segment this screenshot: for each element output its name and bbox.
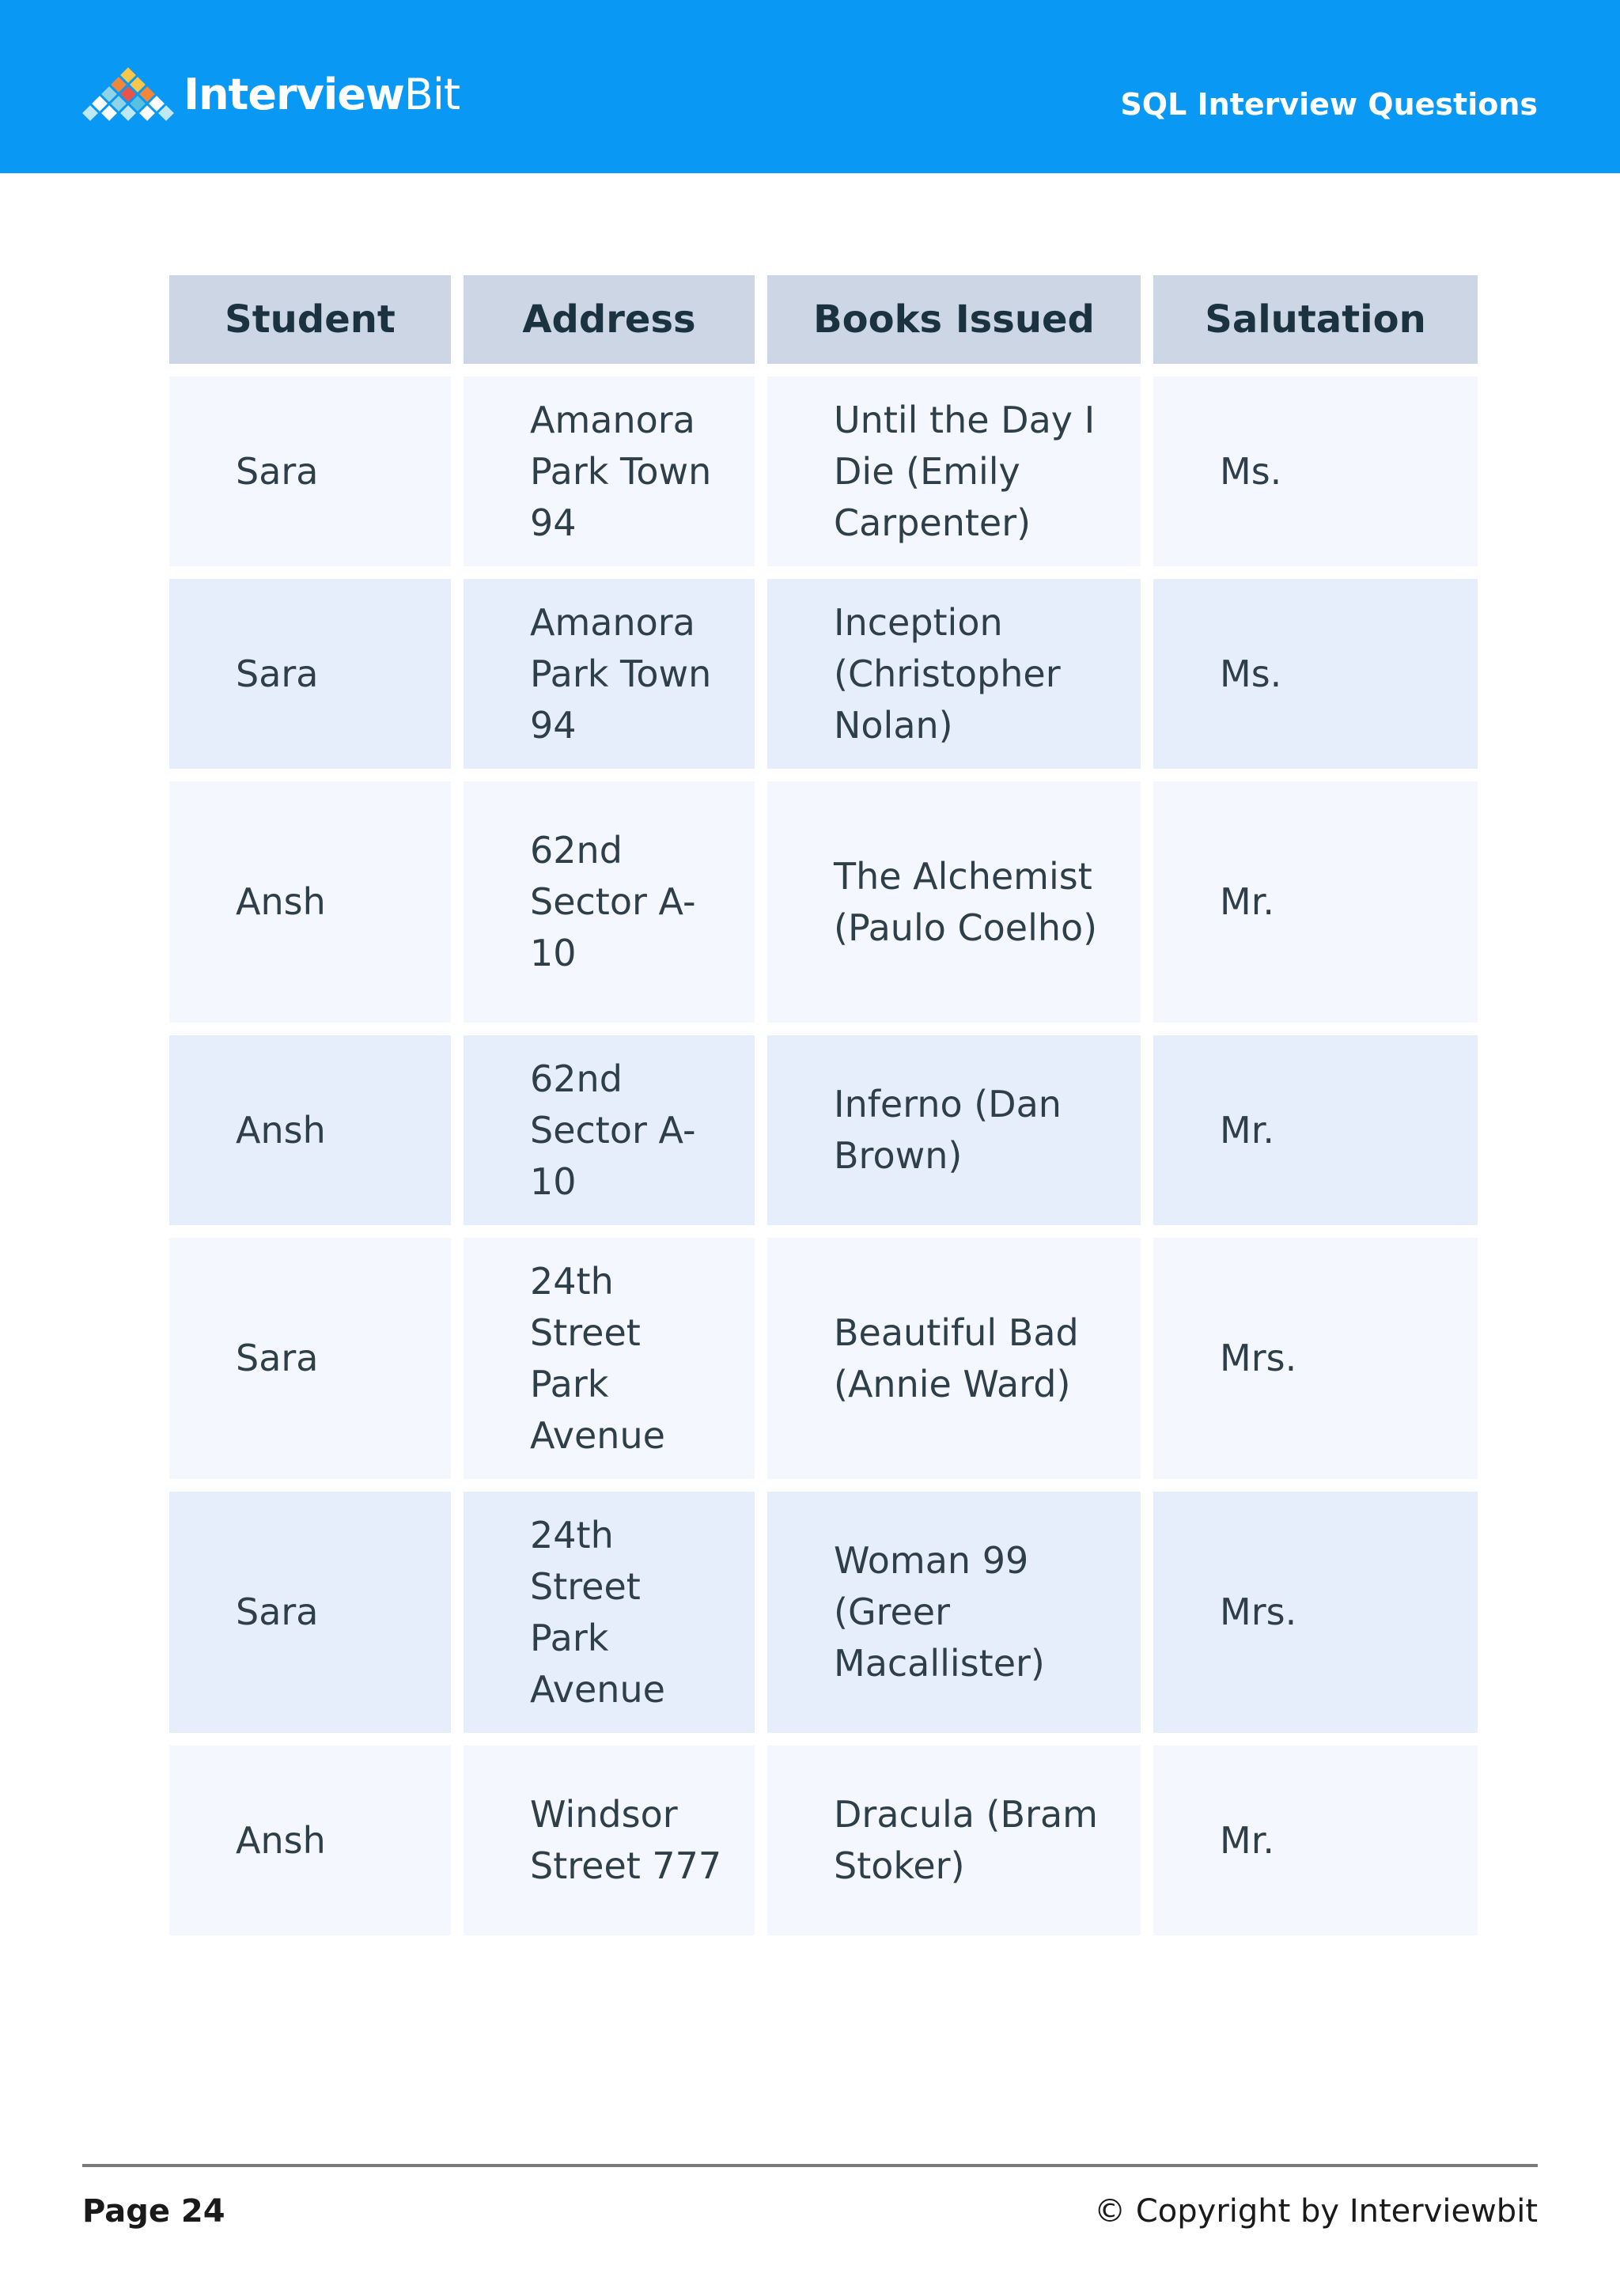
cell-salutation: Ms. (1153, 579, 1478, 769)
document-title: SQL Interview Questions (1120, 87, 1538, 122)
table-row (169, 579, 1478, 769)
cell-student: Ansh (169, 1746, 451, 1935)
cell-book: The Alchemist (Paulo Coelho) (767, 781, 1141, 1023)
cell-book: Inferno (Dan Brown) (767, 1035, 1141, 1225)
cell-address: 24th Street Park Avenue (464, 1492, 755, 1733)
cell-salutation: Mrs. (1153, 1492, 1478, 1733)
page-header (0, 0, 1620, 173)
logo-wordmark (184, 63, 460, 127)
cell-student: Sara (169, 376, 451, 566)
cell-salutation: Mrs. (1153, 1238, 1478, 1479)
header-books-issued: Books Issued (767, 275, 1141, 364)
table-row (169, 1035, 1478, 1225)
cell-book: Inception (Christopher Nolan) (767, 579, 1141, 769)
cell-student: Sara (169, 1492, 451, 1733)
logo-text-interview: Interview (184, 70, 404, 119)
copyright-notice: © Copyright by Interviewbit (1094, 2193, 1538, 2230)
cell-student: Sara (169, 1238, 451, 1479)
header-address: Address (464, 275, 755, 364)
cell-address: Amanora Park Town 94 (464, 376, 755, 566)
cell-address: 62nd Sector A-10 (464, 1035, 755, 1225)
cell-salutation: Mr. (1153, 781, 1478, 1023)
header-student: Student (169, 275, 451, 364)
cell-student: Sara (169, 579, 451, 769)
logo-text-bit: Bit (403, 70, 460, 119)
cell-student: Ansh (169, 781, 451, 1023)
footer-divider (82, 2164, 1538, 2167)
interviewbit-logo (82, 63, 460, 127)
books-table-container (169, 275, 1481, 1935)
cell-book: Woman 99 (Greer Macallister) (767, 1492, 1141, 1733)
table-row (169, 1492, 1478, 1733)
cell-book: Until the Day I Die (Emily Carpenter) (767, 376, 1141, 566)
cell-salutation: Mr. (1153, 1035, 1478, 1225)
cell-address: 62nd Sector A-10 (464, 781, 755, 1023)
cell-address: 24th Street Park Avenue (464, 1238, 755, 1479)
page-number: Page 24 (82, 2193, 225, 2230)
cell-address: Amanora Park Town 94 (464, 579, 755, 769)
cell-salutation: Ms. (1153, 376, 1478, 566)
cell-salutation: Mr. (1153, 1746, 1478, 1935)
cell-book: Beautiful Bad (Annie Ward) (767, 1238, 1141, 1479)
table-row (169, 1238, 1478, 1479)
cell-address: Windsor Street 777 (464, 1746, 755, 1935)
table-header-row (169, 275, 1478, 364)
logo-diamond-icon (82, 66, 177, 123)
cell-book: Dracula (Bram Stoker) (767, 1746, 1141, 1935)
table-row (169, 376, 1478, 566)
table-row (169, 1746, 1478, 1935)
books-table (157, 263, 1490, 1948)
table-row (169, 781, 1478, 1023)
header-salutation: Salutation (1153, 275, 1478, 364)
cell-student: Ansh (169, 1035, 451, 1225)
